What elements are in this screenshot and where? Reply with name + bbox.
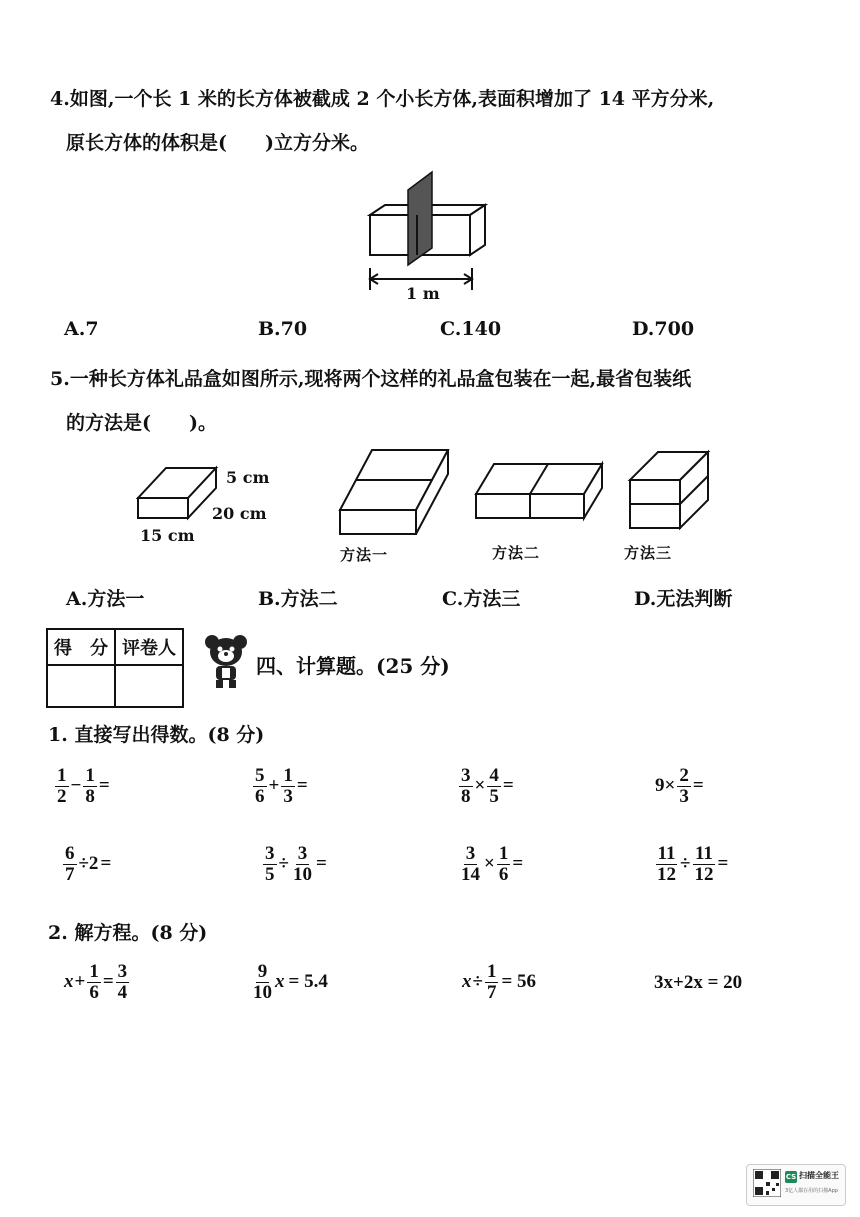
calc-2-2: $\frac{3}{5}$ ÷ $\frac{3}{10}$ = [265,843,327,885]
q5-option-c[interactable]: C.方法三 [442,588,521,610]
q5-line1 [50,364,691,391]
q5-method2-label: 方法二 [492,544,541,562]
q4-cut-plane [408,172,432,265]
reviewer-cell[interactable] [115,665,183,707]
q5-line2: 的方法是( )。 [66,412,217,434]
q5-number: 5. [50,368,70,390]
reviewer-header: 评卷人 [115,629,183,665]
q4-cut-cuboid-figure [360,168,500,303]
equation-2: $\frac{9}{10}$ x = 5.4 [253,961,328,1003]
calc-2-3: $\frac{3}{14}$ × $\frac{1}{6}$ = [461,843,524,885]
q5-method3-label: 方法三 [624,544,673,562]
calc-2-1: $\frac{6}{7}$ ÷2 = [65,843,112,885]
calc-1-2: $\frac{5}{6}$ + $\frac{1}{3}$ = [255,765,308,807]
camscanner-logo-icon: CS [785,1173,797,1181]
bear-mascot-icon [202,632,250,690]
part1-title: 1. 直接写出得数。(8 分) [48,724,265,746]
score-header: 得 分 [47,629,115,665]
score-cell[interactable] [47,665,115,707]
calc-1-1: $\frac{1}{2}$ − $\frac{1}{8}$ = [57,765,110,807]
part2-title: 2. 解方程。(8 分) [48,922,208,944]
q5-method1-figure [336,444,456,540]
q4-number: 4. [50,88,70,110]
score-table [46,628,184,708]
q4-option-b[interactable]: B.70 [258,318,308,340]
q5-label-height: 5 cm [226,468,270,487]
equation-1: x + $\frac{1}{6}$ = $\frac{3}{4}$ [64,961,128,1003]
q5-option-b[interactable]: B.方法二 [258,588,338,610]
q5-method1-label: 方法一 [340,546,389,564]
q4-cuboid-side [470,205,485,255]
q5-label-length: 15 cm [140,526,195,545]
q5-label-width: 20 cm [212,504,267,523]
q4-option-c[interactable]: C.140 [440,318,502,340]
q4-text-1: 如图,一个长 1 米的长方体被截成 2 个小长方体,表面积增加了 14 平方分米, [69,88,715,110]
calc-2-4: $\frac{11}{12}$ ÷ $\frac{11}{12}$ = [657,843,729,885]
qr-code-icon [753,1169,781,1197]
scanner-tagline: 3亿人都在用的扫描App [785,1188,838,1194]
q5-option-d[interactable]: D.无法判断 [634,588,733,610]
equation-3: x ÷ $\frac{1}{7}$ = 56 [462,961,537,1003]
section-4-title: 四、计算题。(25 分) [256,654,450,678]
q4-option-d[interactable]: D.700 [632,318,695,340]
q5-text-1: 一种长方体礼品盒如图所示,现将两个这样的礼品盒包装在一起,最省包装纸 [69,368,692,390]
scanner-watermark [746,1164,846,1206]
calc-1-3: $\frac{3}{8}$ × $\frac{4}{5}$ = [461,765,514,807]
q5-method2-figure [472,458,612,524]
q4-line1 [50,84,714,111]
q4-line2: 原长方体的体积是( )立方分米。 [66,132,369,154]
q5-method3-figure [626,448,716,534]
equation-4: 3x+2x = 20 [654,972,743,993]
calc-1-4: 9× $\frac{2}{3}$ = [655,765,704,807]
q5-option-a[interactable]: A.方法一 [66,588,145,610]
q4-dimension-label: 1 m [406,284,440,303]
scanner-brand: 扫描全能王 [799,1171,839,1180]
q4-option-a[interactable]: A.7 [64,318,99,340]
